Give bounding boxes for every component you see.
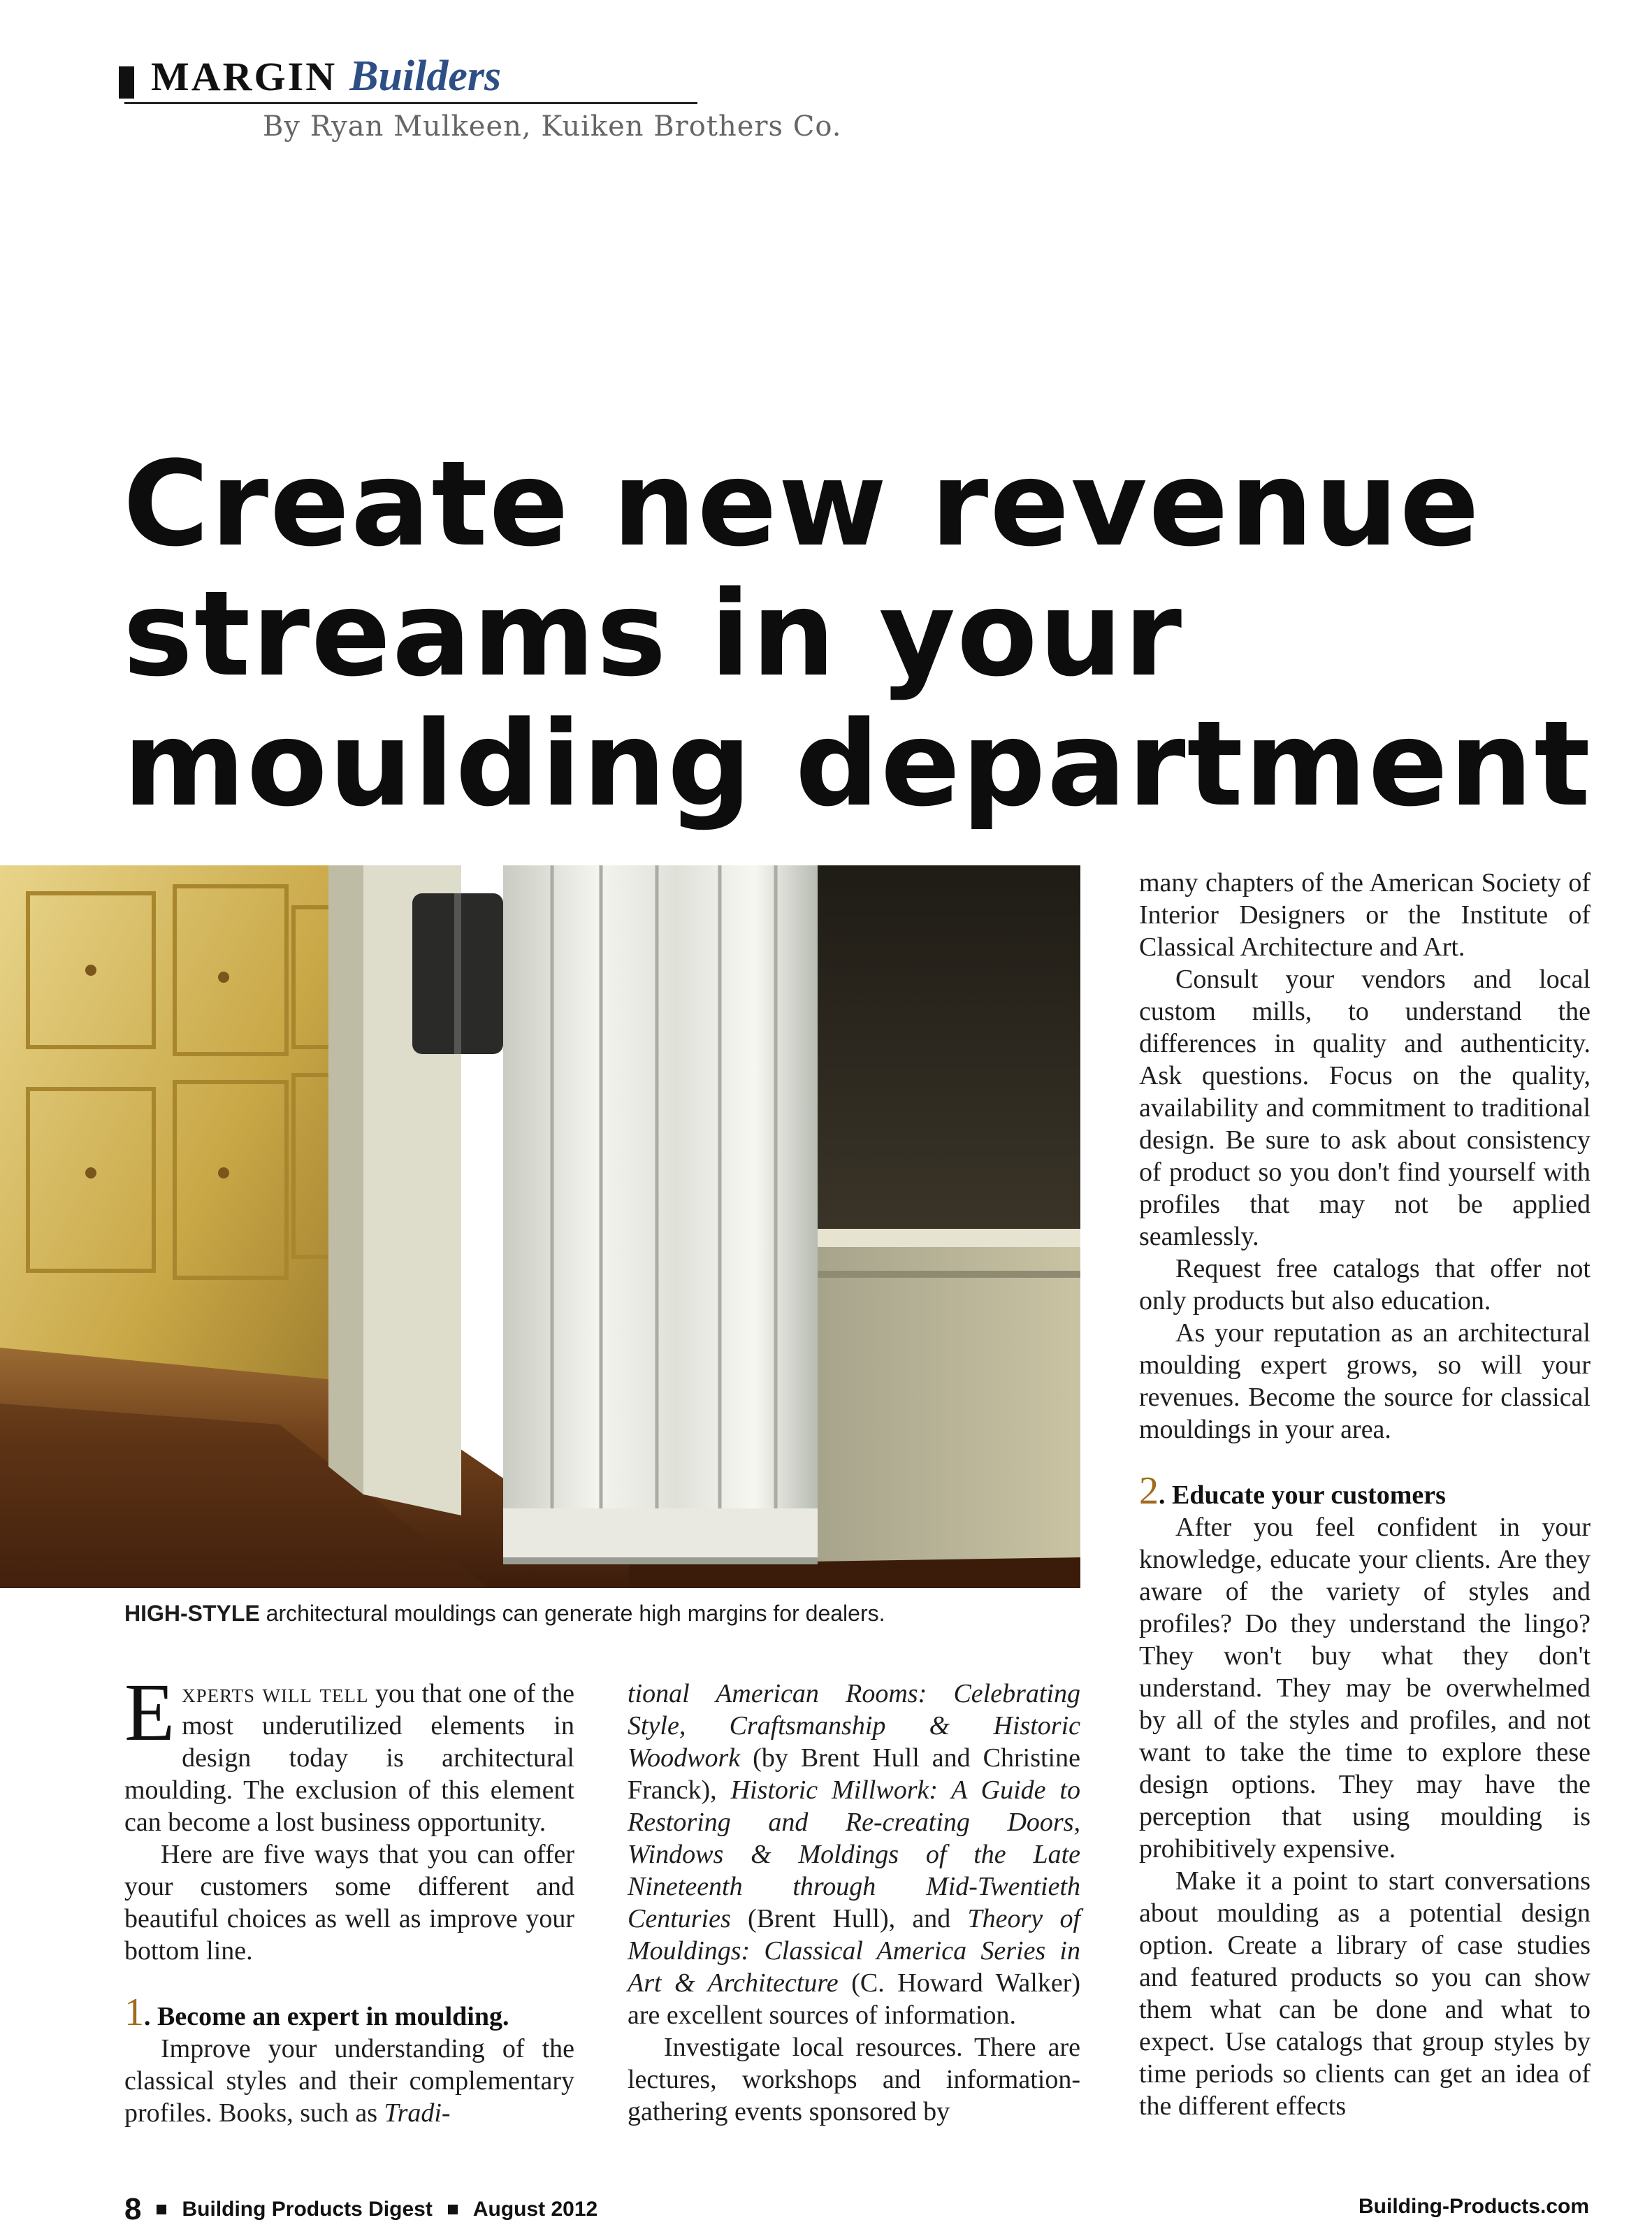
kicker-builders: Builders — [349, 52, 502, 100]
headline-line-2: streams in your — [123, 565, 1184, 702]
body-column-2 — [628, 1678, 1080, 2128]
issue-date: August 2012 — [472, 2198, 598, 2221]
body-column-3 — [1139, 867, 1591, 2122]
book-title: Historic Millwork: A Guide to Restoring and Re-creating Doors, Windows & Moldings of the Late Nineteenth through Mid-Twentieth Centuries — [628, 1775, 1080, 1933]
section-heading-1 — [124, 1991, 574, 2034]
paragraph: Here are five ways that you can offer your customers some different and beautiful choices as well as improve your bottom line. — [124, 1840, 574, 1966]
intro-paragraph — [124, 1666, 574, 1838]
paragraph: As your reputation as an architectural moulding expert grows, so will your revenues. Become the source for classical mouldings in your area. — [1139, 1318, 1591, 1444]
section-title: . Become an expert in moulding. — [144, 2002, 509, 2031]
headline-line-3: moulding department — [123, 696, 1592, 833]
paragraph: Investigate local resources. There are lectures, workshops and information-gathering events sponsored by — [628, 2033, 1080, 2126]
paragraph: Make it a point to start conversations about moulding as a potential design option. Create a library of case studies and featured products so you can show them what can be done and what to expect. Use catalogs that group styles by time periods so clients can get an idea of the different effects — [1139, 1866, 1591, 2121]
paragraph: Consult your vendors and local custom mills, to understand the differences in quality and authenticity. Ask questions. Focus on the quality, availability and commitment to traditional design. Be sure to ask about consistency of product so you don't find yourself with profiles that may not be applied seamlessly. — [1139, 965, 1591, 1251]
publication-name: Building Products Digest — [182, 2198, 433, 2221]
section-heading-2 — [1139, 1469, 1591, 1513]
paragraph-text: Improve your understanding of the classical styles and their complementary profiles. Books, such as — [124, 2034, 574, 2128]
book-title: tional American Rooms: Celebrating Style, Craftsmanship & Historic Woodwork — [628, 1679, 1080, 1773]
article-photo — [0, 865, 1080, 1588]
paragraph-text: (C. Howard Walker) are excellent sources of information. — [628, 1968, 1080, 2030]
paragraph: many chapters of the American Society of Interior Designers or the Institute of Classical Architecture and Art. — [1139, 868, 1591, 962]
drop-cap: E — [124, 1666, 175, 1758]
intro-small-caps: xperts will tell — [182, 1679, 369, 1708]
byline: By Ryan Mulkeen, Kuiken Brothers Co. — [263, 110, 842, 143]
website-link[interactable]: Building-Products.com — [1358, 2195, 1589, 2218]
article-headline — [123, 435, 1625, 833]
headline-line-1: Create new revenue — [123, 435, 1481, 572]
kicker-margin: MARGIN — [151, 54, 338, 99]
footer-square-icon — [448, 2205, 458, 2214]
section-number: 2 — [1139, 1469, 1159, 1513]
paragraph: After you feel confident in your knowledge, educate your clients. Are they aware of the variety of styles and profiles? Do they understand the lingo? They won't buy what they don't understand. They may be overwhelmed by all of the styles and profiles, and not want to take the time to explore these design options. They may have the perception that using moulding is prohibitively expensive. — [1139, 1513, 1591, 1864]
section-title: . Educate your customers — [1159, 1480, 1446, 1510]
caption-text: architectural mouldings can generate high margins for dealers. — [259, 1601, 885, 1626]
page-number: 8 — [124, 2192, 142, 2226]
section-number: 1 — [124, 1991, 144, 2034]
photo-caption — [124, 1601, 885, 1627]
book-title: Theory of Mouldings: Classical America Series in Art & Architecture — [628, 1904, 1080, 1998]
kicker-rule — [124, 102, 697, 104]
caption-lead: HIGH-STYLE — [124, 1601, 260, 1626]
section-kicker — [119, 52, 501, 101]
body-column-1 — [124, 1666, 574, 2129]
kicker-square-icon — [119, 66, 134, 99]
book-title: Tradi- — [384, 2098, 451, 2128]
page-footer — [124, 2192, 597, 2227]
paragraph: Request free catalogs that offer not only products but also education. — [1139, 1254, 1591, 1316]
paragraph-text: (by Brent Hull and Christine Franck), — [628, 1743, 1080, 1805]
paragraph-text: (Brent Hull), and — [730, 1904, 968, 1933]
footer-square-icon — [157, 2205, 166, 2214]
paragraph — [124, 2033, 574, 2129]
paragraph — [628, 1678, 1080, 2031]
intro-text: you that one of the most underutilized elements in design today is architectural moulding. The exclusion of this element can become a lost business opportunity. — [124, 1679, 574, 1837]
